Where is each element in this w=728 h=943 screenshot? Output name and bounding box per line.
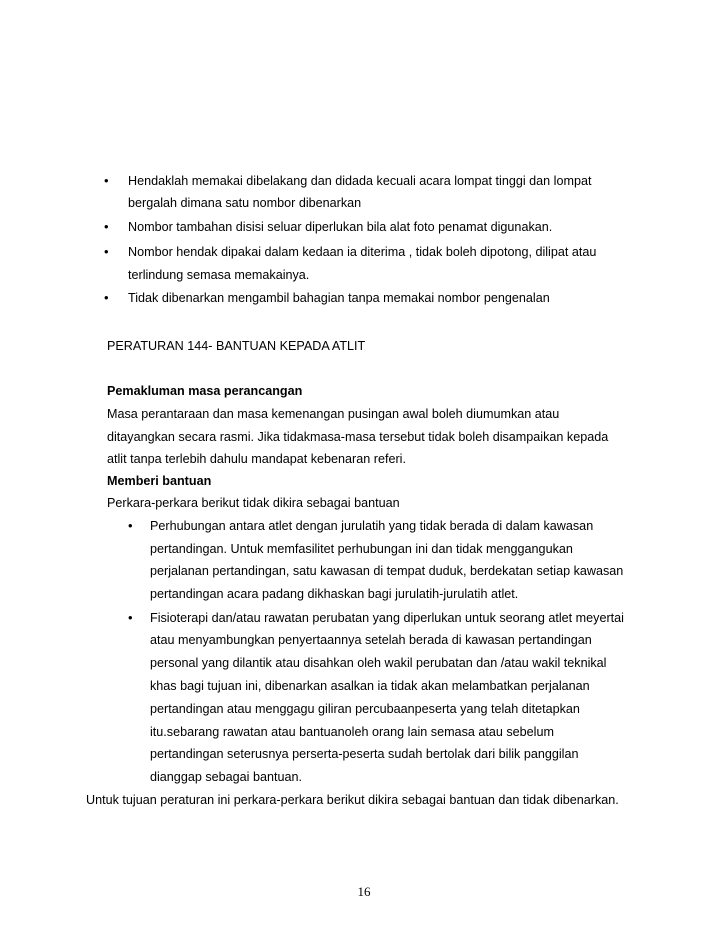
list-item-line: Perhubungan antara atlet dengan jurulatih yang tidak berada di dalam kawasan bbox=[150, 519, 594, 533]
list-item-line: pertandingan. Untuk memfasilitet perhubungan ini dan tidak menggangukan bbox=[150, 542, 573, 556]
paragraph-line: ditayangkan secara rasmi. Jika tidakmasa-masa tersebut tidak boleh disampaikan kepada bbox=[107, 430, 609, 444]
bullet-marker: • bbox=[104, 244, 109, 259]
subsection-heading: Memberi bantuan bbox=[107, 474, 212, 488]
bullet-marker: • bbox=[128, 610, 133, 625]
list-item-line: itu.sebarang rawatan atau bantuanoleh orang lain semasa atau sebelum bbox=[150, 725, 554, 739]
bullet-marker: • bbox=[104, 219, 109, 234]
list-item-line: pertandingan seterusnya perserta-peserta sudah bertolak dari bilik panggilan bbox=[150, 747, 579, 761]
list-item-line: personal yang dilantik atau disahkan oleh wakil perubatan dan /atau wakil teknikal bbox=[150, 656, 607, 670]
list-item-line: Hendaklah memakai dibelakang dan didada kecuali acara lompat tinggi dan lompat bbox=[128, 174, 592, 188]
list-item-line: Fisioterapi dan/atau rawatan perubatan yang diperlukan untuk seorang atlet meyertai bbox=[150, 611, 624, 625]
list-item-line: Nombor tambahan disisi seluar diperlukan bila alat foto penamat digunakan. bbox=[128, 220, 553, 234]
list-item-line: terlindung semasa memakainya. bbox=[128, 268, 310, 282]
list-item-line: dianggap sebagai bantuan. bbox=[150, 770, 302, 784]
bullet-marker: • bbox=[104, 173, 109, 188]
list-item-line: atau menyambungkan penyertaannya setelah berada di kawasan pertandingan bbox=[150, 633, 592, 647]
paragraph-line: Perkara-perkara berikut tidak dikira sebagai bantuan bbox=[107, 496, 400, 510]
list-item-line: perjalanan pertandingan, satu kawasan di tempat duduk, berdekatan setiap kawasan bbox=[150, 564, 624, 578]
subsection-heading: Pemakluman masa perancangan bbox=[107, 384, 303, 398]
list-item-line: pertandingan acara padang dikhaskan bagi jurulatih-jurulatih atlet. bbox=[150, 587, 519, 601]
list-item-line: Nombor hendak dipakai dalam kedaan ia diterima , tidak boleh dipotong, dilipat atau bbox=[128, 245, 597, 259]
paragraph-line: atlit tanpa terlebih dahulu mandapat kebenaran referi. bbox=[107, 452, 406, 466]
paragraph-line: Masa perantaraan dan masa kemenangan pusingan awal boleh diumumkan atau bbox=[107, 407, 560, 421]
closing-paragraph: Untuk tujuan peraturan ini perkara-perkara berikut dikira sebagai bantuan dan tidak dibenarkan. bbox=[86, 793, 619, 807]
list-item-line: bergalah dimana satu nombor dibenarkan bbox=[128, 196, 362, 210]
list-item-line: khas bagi tujuan ini, dibenarkan asalkan ia tidak akan melambatkan perjalanan bbox=[150, 679, 590, 693]
section-heading: PERATURAN 144- BANTUAN KEPADA ATLIT bbox=[107, 339, 366, 353]
list-item-line: Tidak dibenarkan mengambil bahagian tanpa memakai nombor pengenalan bbox=[128, 291, 550, 305]
page-number: 16 bbox=[357, 884, 371, 899]
list-item-line: pertandingan atau menggagu giliran percubaanpeserta yang telah ditetapkan bbox=[150, 702, 580, 716]
bullet-marker: • bbox=[128, 518, 133, 533]
bullet-marker: • bbox=[104, 290, 109, 305]
